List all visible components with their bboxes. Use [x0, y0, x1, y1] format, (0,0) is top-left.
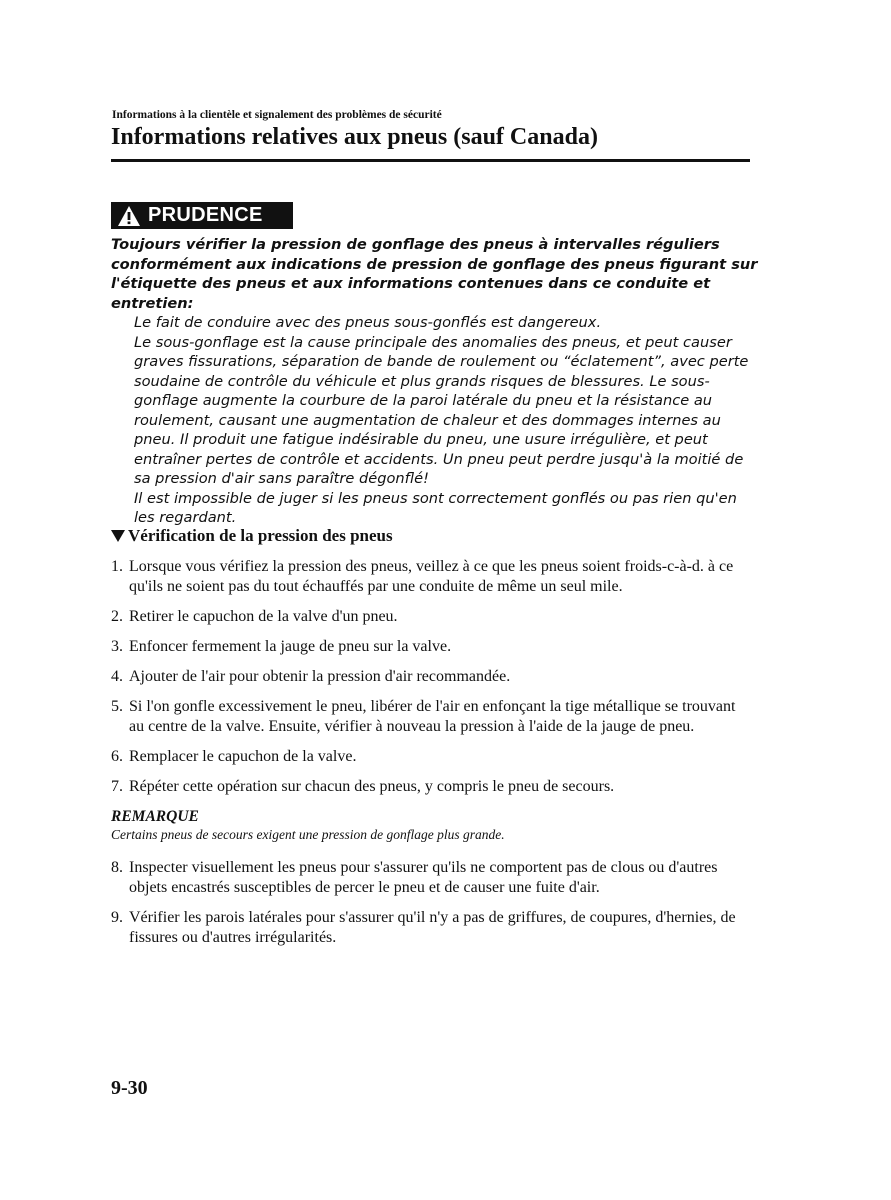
step-number: 3.	[111, 638, 123, 655]
step-item	[111, 557, 751, 597]
page-title: Informations relatives aux pneus (sauf Canada)	[111, 124, 598, 150]
step-number: 2.	[111, 608, 123, 625]
step-item	[111, 777, 751, 797]
subsection-heading-text: Vérification de la pression des pneus	[128, 526, 393, 545]
step-text: Si l'on gonfle excessivement le pneu, libérer de l'air en enfonçant la tige métallique se trouvant au centre de la valve. Ensuite, vérifier à nouveau la pression à l'aide de la jauge de pneu.	[129, 698, 736, 735]
note-title: REMARQUE	[111, 808, 199, 825]
step-item	[111, 908, 751, 948]
step-item	[111, 607, 751, 627]
step-text: Ajouter de l'air pour obtenir la pression d'air recommandée.	[129, 668, 511, 685]
page-number: 9-30	[111, 1077, 148, 1099]
caution-label-text: PRUDENCE	[148, 204, 263, 226]
step-number: 6.	[111, 748, 123, 765]
caution-point: Le sous-gonflage est la cause principale des anomalies des pneus, et peut causer graves fissurations, séparation de bande de roulement ou “éclatement”, avec perte soudaine de contrôle du véhicule et plus grands risques de blessures. Le sous-gonflage augmente la courbure de la paroi latérale du pneu et la résistance au roulement, causant une augmentation de chaleur et des dommages internes au pneu. Il produit une fatigue indésirable du pneu, une usure irrégulière, et peut entraîner pertes de contrôle et accidents. Un pneu peut perdre jusqu'à la moitié de sa pression d'air sans paraître dégonflé!	[134, 333, 749, 487]
step-item	[111, 858, 751, 898]
step-item	[111, 747, 751, 767]
warning-triangle-icon	[117, 205, 141, 227]
step-item	[111, 637, 751, 657]
running-head: Informations à la clientèle et signalement des problèmes de sécurité	[112, 109, 442, 121]
procedure-steps	[111, 557, 751, 958]
step-number: 8.	[111, 859, 123, 876]
caution-body	[111, 235, 761, 528]
step-number: 5.	[111, 698, 123, 715]
step-text: Remplacer le capuchon de la valve.	[129, 748, 357, 765]
caution-point: Le fait de conduire avec des pneus sous-gonflés est dangereux.	[134, 314, 602, 331]
step-text: Répéter cette opération sur chacun des pneus, y compris le pneu de secours.	[129, 778, 615, 795]
caution-points	[111, 313, 761, 528]
subsection-heading	[111, 526, 393, 546]
note-body: Certains pneus de secours exigent une pression de gonflage plus grande.	[111, 827, 505, 842]
step-text: Inspecter visuellement les pneus pour s'assurer qu'ils ne comportent pas de clous ou d'autres objets encastrés susceptibles de percer le pneu et de causer une fuite d'air.	[129, 859, 718, 896]
step-number: 9.	[111, 909, 123, 926]
step-number: 4.	[111, 668, 123, 685]
step-text: Retirer le capuchon de la valve d'un pneu.	[129, 608, 398, 625]
step-text: Enfoncer fermement la jauge de pneu sur la valve.	[129, 638, 452, 655]
down-triangle-icon	[111, 529, 125, 543]
step-number: 7.	[111, 778, 123, 795]
caution-lead: Toujours vérifier la pression de gonflage des pneus à intervalles réguliers conformément aux indications de pression de gonflage des pneus figurant sur l'étiquette des pneus et aux informations contenues dans ce conduite et entretien:	[111, 236, 758, 312]
step-item	[111, 697, 751, 737]
step-text: Vérifier les parois latérales pour s'assurer qu'il n'y a pas de griffures, de coupures, d'hernies, de fissures ou d'autres irrégularités.	[129, 909, 736, 946]
step-text: Lorsque vous vérifiez la pression des pneus, veillez à ce que les pneus soient froids-c-à-d. à ce qu'ils ne soient pas du tout échauffés par une conduite de même un seul mile.	[129, 558, 734, 595]
caution-label	[111, 202, 293, 229]
title-divider	[111, 159, 750, 162]
step-number: 1.	[111, 558, 123, 575]
step-item	[111, 667, 751, 687]
caution-point: Il est impossible de juger si les pneus sont correctement gonflés ou pas rien qu'en les regardant.	[134, 489, 737, 526]
